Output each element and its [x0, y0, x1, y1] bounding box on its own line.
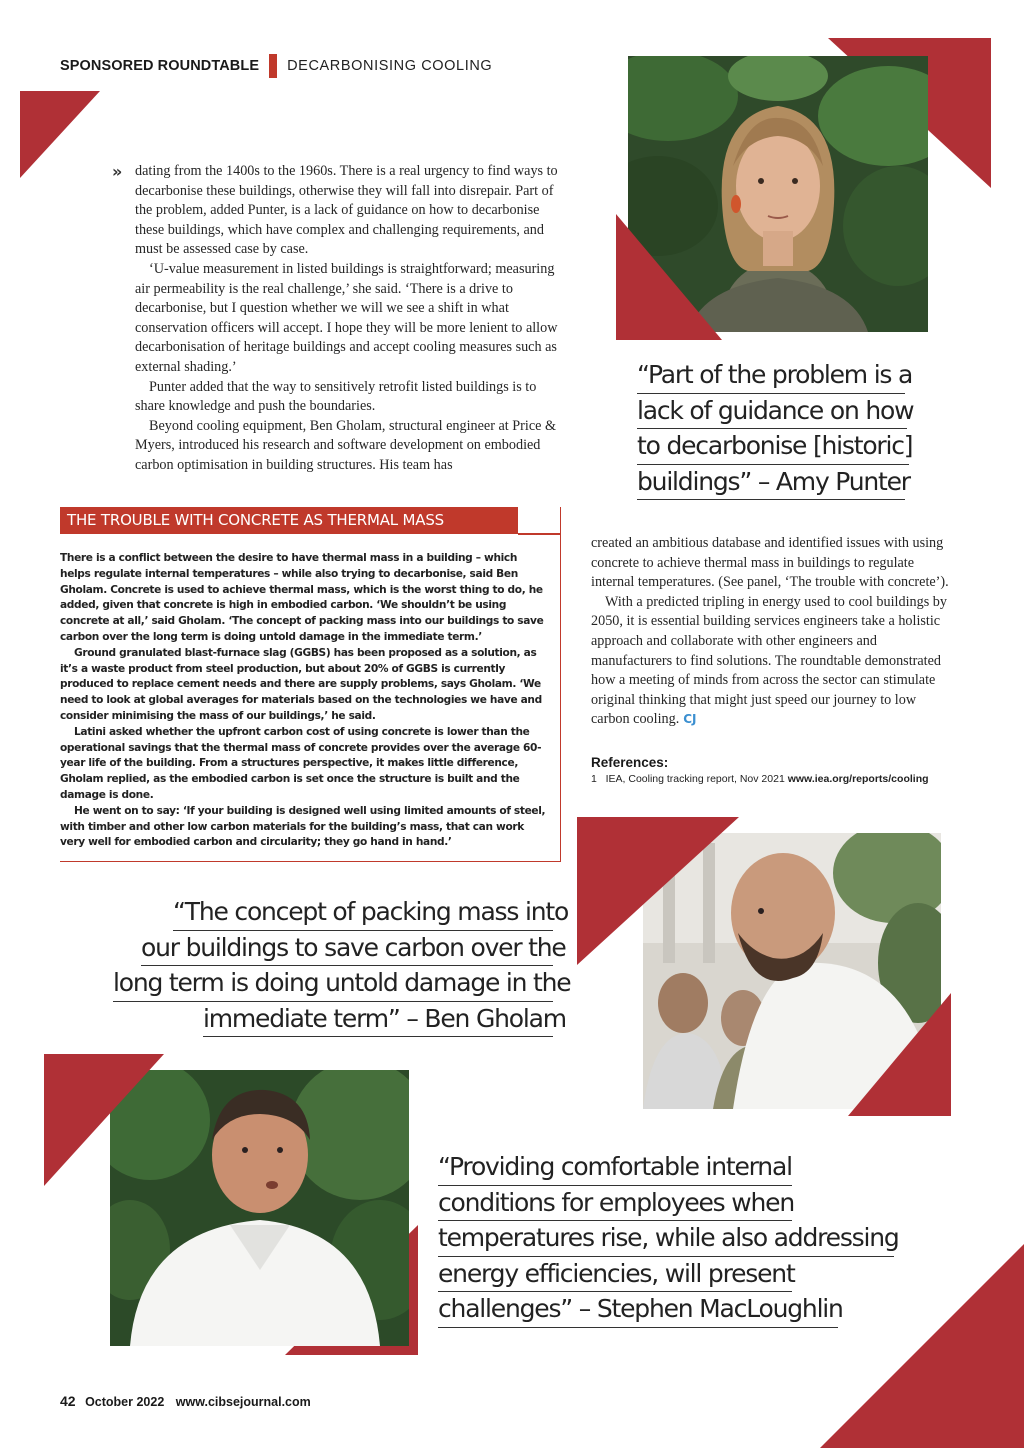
quote-line: lack of guidance on how — [637, 394, 907, 430]
chevron-double-right-icon: » — [112, 162, 123, 181]
quote-line: “Providing comfortable internal — [438, 1150, 792, 1186]
paragraph: Beyond cooling equipment, Ben Gholam, structural engineer at Price & Myers, introduced his research and software development on embodied carbon optimisation in building structures. His team has — [135, 417, 556, 473]
decor-triangle-mid-right — [577, 817, 739, 965]
reference-item — [591, 773, 929, 785]
paragraph — [591, 593, 951, 730]
cj-end-mark: CJ — [683, 712, 697, 727]
page-footer — [60, 1393, 311, 1409]
panel-paragraph: Latini asked whether the upfront carbon cost of using concrete is lower than the operational savings that the thermal mass of concrete provides over the average 60-year life of the building. From a structures perspective, it makes little difference, Gholam replied, as the embodied carbon is set once the structure is built and the damage is done. — [60, 725, 542, 801]
paragraph-text: With a predicted tripling in energy used to cool buildings by 2050, it is essential building services engineers take a holistic approach and collaborate with other engineers and manufacturers to find solutions. The roundtable demonstrated how a meeting of minds from across the sector can stimulate original thinking that might just speed our journey to low carbon cooling. — [591, 593, 947, 728]
quote-line: our buildings to save carbon over the — [141, 931, 553, 967]
footer-url[interactable]: www.cibsejournal.com — [175, 1395, 311, 1409]
quote-line: energy efficiencies, will present — [438, 1257, 792, 1293]
panel-rule — [518, 533, 561, 535]
panel-title: THE TROUBLE WITH CONCRETE AS THERMAL MASS — [60, 507, 518, 534]
pull-quote-gholam — [100, 895, 571, 1037]
paragraph: dating from the 1400s to the 1960s. There is a real urgency to find ways to decarbonise these buildings, otherwise they will fall into disrepair. Part of the problem, added Punter, is a lack of guidance on how to decarbonise these buildings, which have complex and challenging requirements, and must be assessed case by case. — [135, 163, 558, 258]
panel-body — [60, 551, 550, 851]
decor-triangle-punter-photo — [616, 214, 722, 340]
article-column-left — [135, 162, 560, 476]
panel-paragraph: He went on to say: ‘If your building is designed well using limited amounts of steel, with timber and other low carbon materials for the building’s mass, that can work very well for embodied carbon and circularity; they go hand in hand.’ — [60, 804, 546, 849]
issue-date: October 2022 — [85, 1395, 165, 1409]
pull-quote-punter — [637, 358, 913, 500]
quote-line: challenges” – Stephen MacLoughlin — [438, 1292, 838, 1328]
decor-triangle-top-left — [20, 91, 100, 178]
decor-triangle-gholam-photo — [848, 993, 951, 1116]
reference-text: IEA, Cooling tracking report, Nov 2021 — [605, 773, 785, 785]
pull-quote-macloughlin — [438, 1150, 898, 1328]
panel-paragraph: Ground granulated blast-furnace slag (GGBS) has been proposed as a solution, as it’s a waste product from steel production, but about 20% of GGBS is currently produced to replace cement needs and there are supply problems, says Gholam. ‘We need to look at global averages for materials based on the technologies we have and consider minimising the mass of our buildings,’ he said. — [60, 646, 542, 722]
references-heading: References: — [591, 755, 669, 770]
header-divider — [269, 54, 277, 78]
paragraph: ‘U-value measurement in listed buildings is straightforward; measuring air permeability is the real challenge,’ she said. ‘There is a drive to decarbonise, but I question whether we will we see a shift in what conservation officers will accept. I hope they will be more lenient to allow decarbonisation of heritage buildings and accept cooling measures such as external shading.’ — [135, 260, 558, 375]
paragraph: created an ambitious database and identified issues with using concrete to achieve thermal mass in buildings to regulate internal temperatures. (See panel, ‘The trouble with concrete’). — [591, 535, 949, 591]
decor-triangle-left-bottom — [44, 1054, 164, 1186]
quote-line: “The concept of packing mass into — [173, 895, 553, 931]
section-label: SPONSORED ROUNDTABLE — [60, 58, 260, 74]
panel-paragraph: There is a conflict between the desire to have thermal mass in a building – which helps regulate internal temperatures – while also trying to decarbonise, said Ben Gholam. Concrete is used to achieve thermal mass, which is the worst thing to do, he added, given that concrete is high in embodied carbon. ‘We shouldn’t be using concrete at all,’ said Gholam. ‘The concept of packing mass into our buildings to save carbon over the long term is doing untold damage in the immediate term.’ — [60, 552, 544, 643]
quote-line: temperatures rise, while also addressing — [438, 1221, 894, 1257]
reference-number: 1 — [591, 773, 597, 785]
paragraph: Punter added that the way to sensitively retrofit listed buildings is to share knowledge and push the boundaries. — [135, 378, 537, 415]
reference-link[interactable]: www.iea.org/reports/cooling — [787, 773, 929, 785]
quote-line: to decarbonise [historic] — [637, 429, 909, 465]
article-column-right — [591, 534, 951, 730]
quote-line: “Part of the problem is a — [637, 358, 905, 394]
page-number: 42 — [60, 1393, 76, 1409]
section-topic: DECARBONISING COOLING — [287, 58, 493, 74]
quote-line: buildings” – Amy Punter — [637, 465, 905, 501]
quote-line: conditions for employees when — [438, 1186, 792, 1222]
section-header — [60, 55, 492, 77]
quote-line: long term is doing untold damage in the — [113, 966, 553, 1002]
quote-line: immediate term” – Ben Gholam — [203, 1002, 553, 1038]
